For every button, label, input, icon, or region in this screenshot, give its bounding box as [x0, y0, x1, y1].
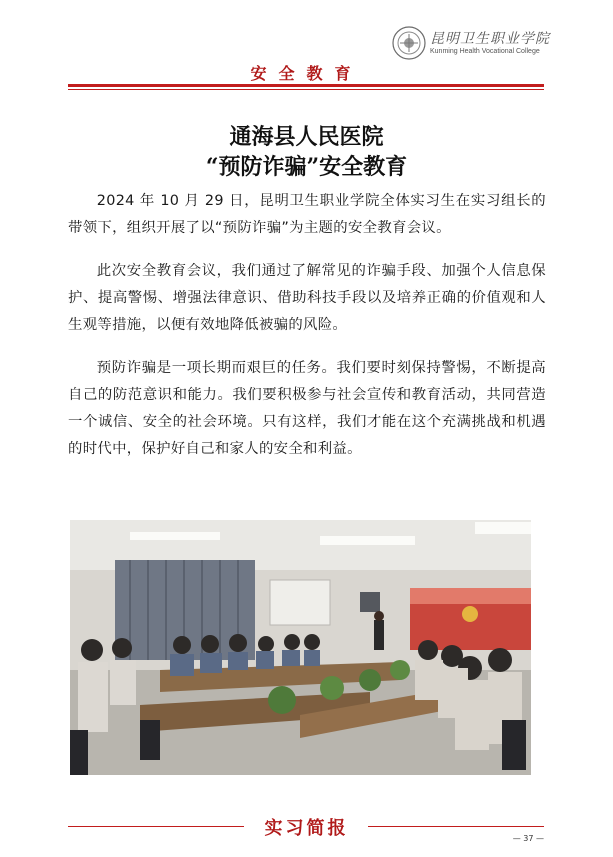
footer-title: 实习简报 [264, 818, 349, 839]
header-rule-thick [68, 84, 544, 87]
college-logo [392, 26, 552, 62]
section-title: 安全教育 [250, 64, 363, 83]
article-paragraph-3: 预防诈骗是一项长期而艰巨的任务。我们要时刻保持警惕，不断提高自己的防范意识和能力。我们要积极参与社会宣传和教育活动，共同营造一个诚信、安全的社会环境。只有这样，我们才能在这个充满挑战和机遇的时代中，保护好自己和家人的安全和利益。 [68, 360, 546, 457]
footer-rule-right [368, 826, 544, 827]
meeting-photo [70, 520, 531, 775]
article-title-line-2: “预防诈骗”安全教育 [205, 154, 408, 180]
page-number: — 37 — [512, 834, 544, 843]
header-rule-thin [68, 89, 544, 90]
logo-college-name-en: Kunming Health Vocational College [430, 48, 540, 55]
article-paragraph-1: 2024 年 10 月 29 日，昆明卫生职业学院全体实习生在实习组长的带领下，组织开展了以“预防诈骗”为主题的安全教育会议。 [68, 193, 546, 236]
logo-college-name-cn: 昆明卫生职业学院 [430, 31, 550, 47]
article-paragraph-2: 此次安全教育会议，我们通过了解常见的诈骗手段、加强个人信息保护、提高警惕、增强法律意识、借助科技手段以及培养正确的价值观和人生观等措施，以便有效地降低被骗的风险。 [68, 263, 546, 333]
meeting-photo-illustration [70, 520, 531, 775]
college-seal-icon [392, 26, 426, 60]
article-title-line-1: 通海县人民医院 [229, 124, 384, 150]
